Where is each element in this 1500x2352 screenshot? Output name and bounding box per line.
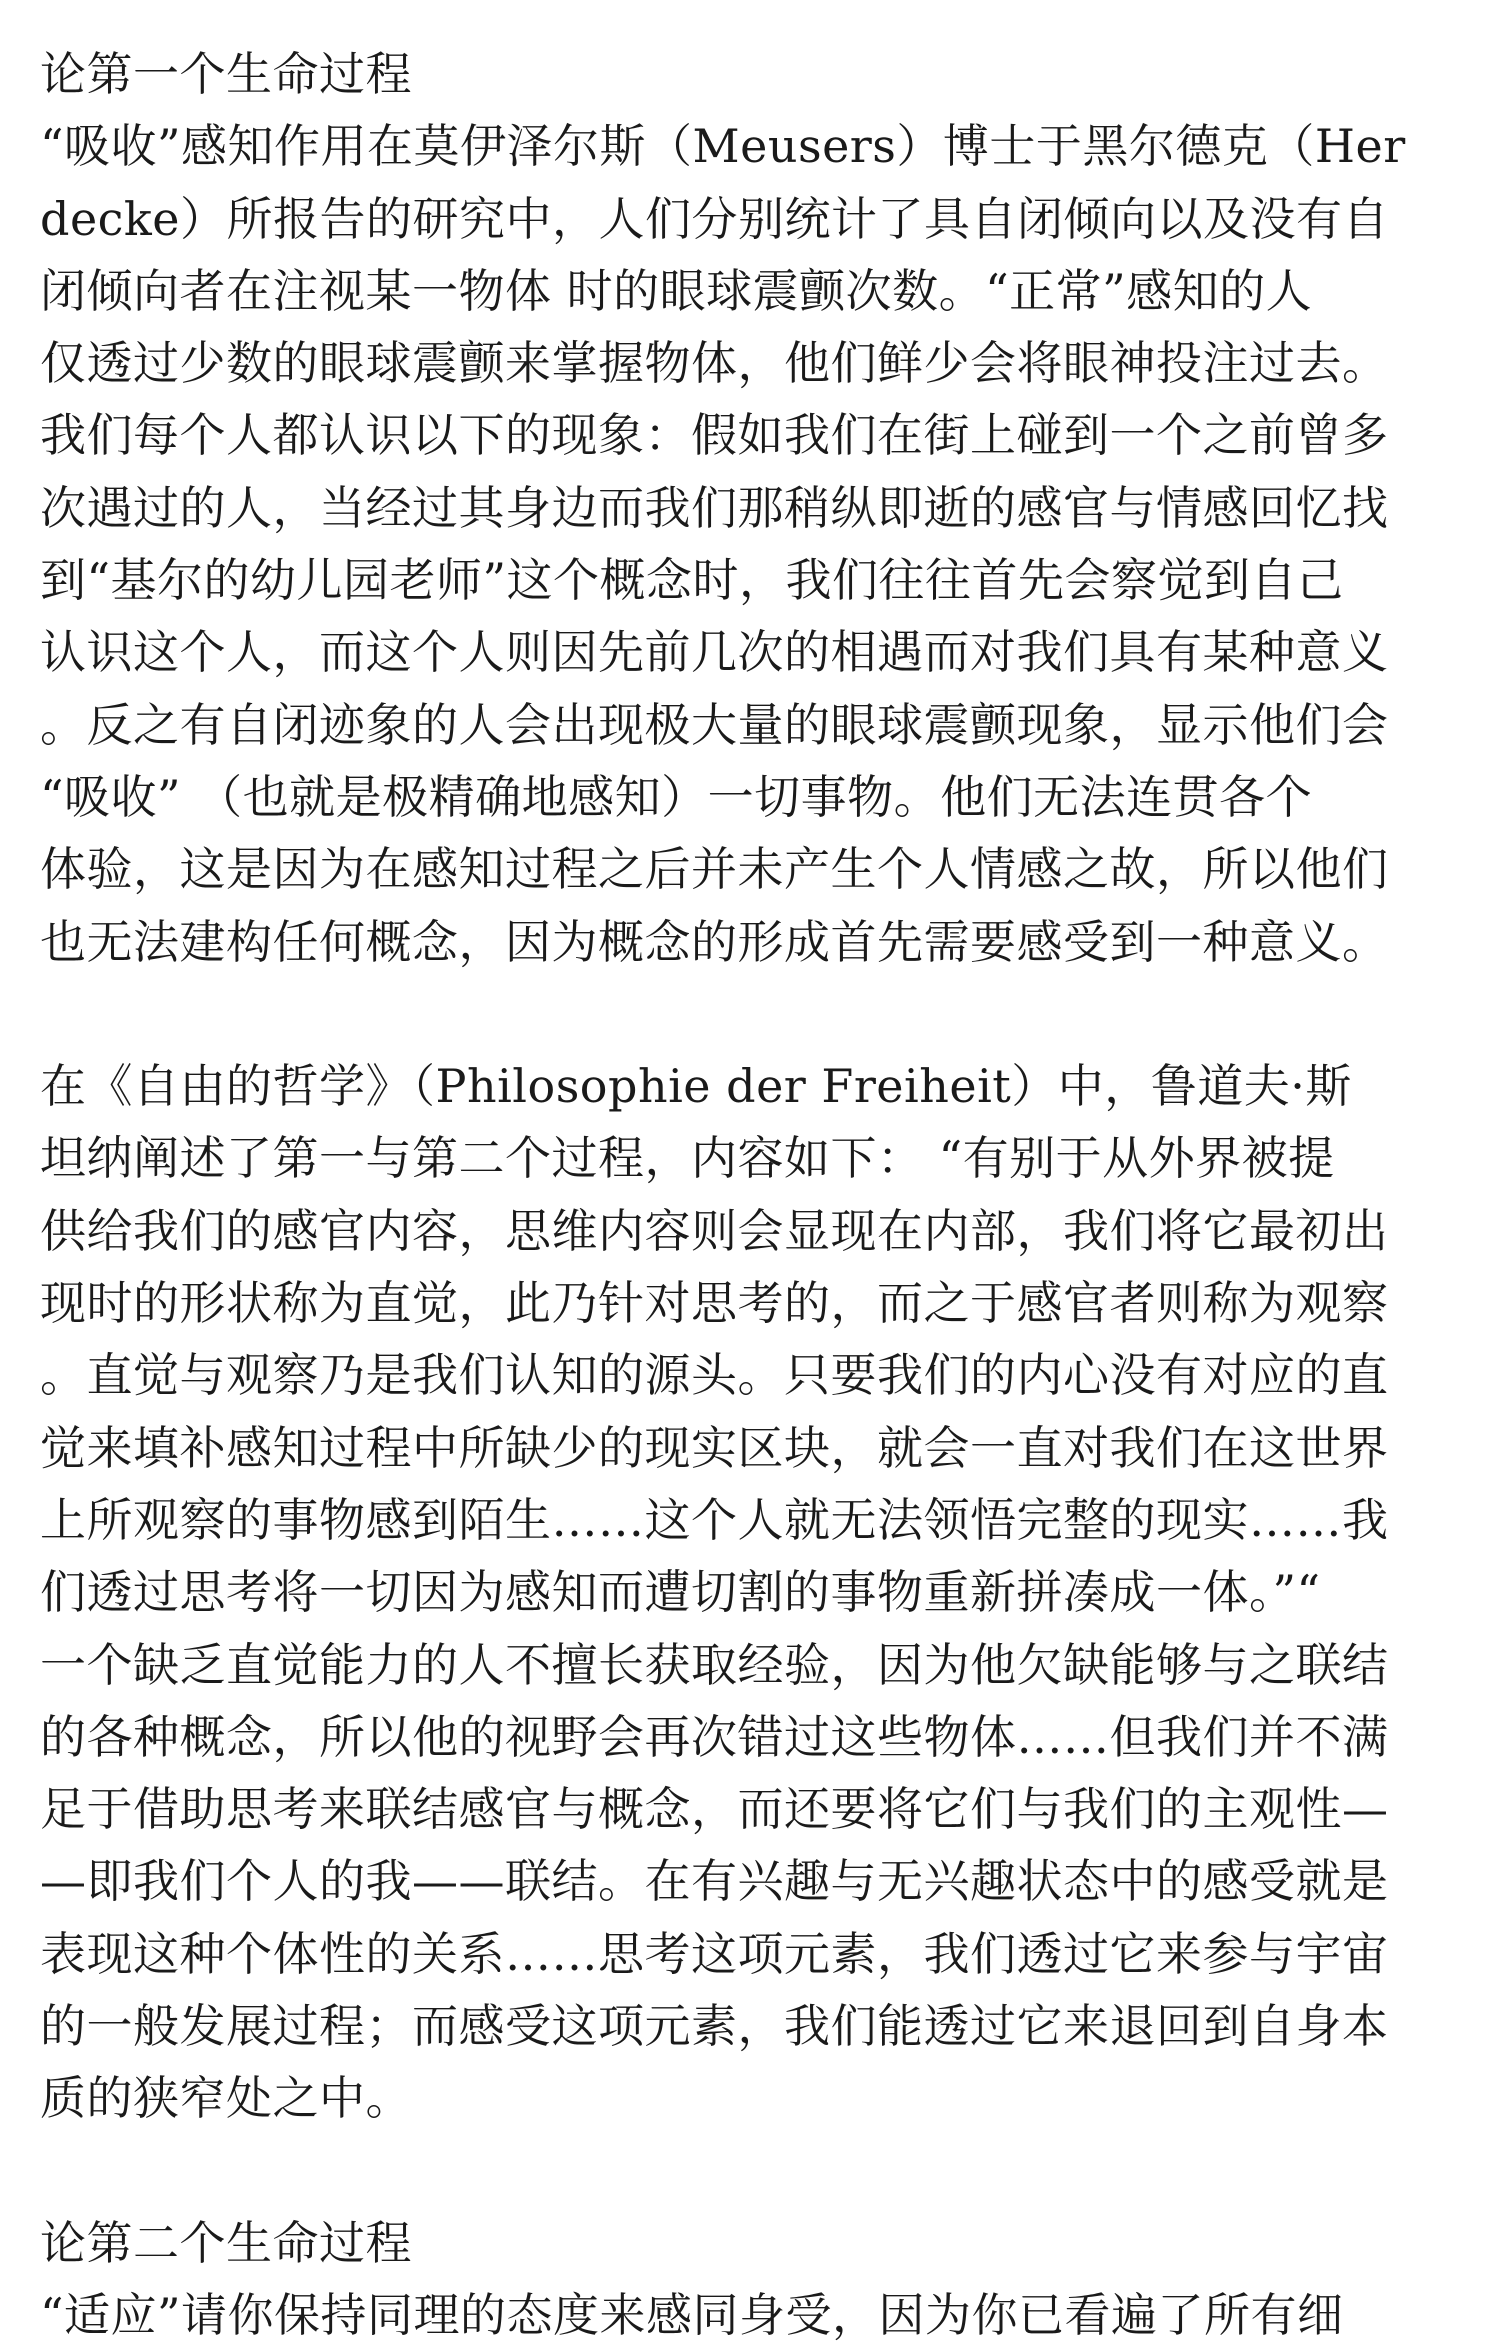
text-line: “吸收” （也就是极精确地感知）一切事物。他们无法连贯各个 — [40, 769, 1313, 824]
text-line: decke）所报告的研究中，人们分别统计了具自闭倾向以及没有自 — [40, 191, 1390, 246]
text-line: 们透过思考将一切因为感知而遭切割的事物重新拼凑成一体。”“ — [40, 1565, 1321, 1620]
text-line: 体验，这是因为在感知过程之后并未产生个人情感之故，所以他们 — [40, 842, 1389, 897]
text-line: 。直觉与观察乃是我们认知的源头。只要我们的内心没有对应的直 — [40, 1348, 1389, 1403]
text-line: 我们每个人都认识以下的现象：假如我们在街上碰到一个之前曾多 — [40, 408, 1389, 463]
paragraph-spacer — [40, 978, 1450, 1050]
text-line: 认识这个人，而这个人则因先前几次的相遇而对我们具有某种意义 — [40, 625, 1389, 680]
text-line: 也无法建构任何概念，因为概念的形成首先需要感受到一种意义。 — [40, 914, 1389, 969]
text-line: 表现这种个体性的关系……思考这项元素，我们透过它来参与宇宙 — [40, 1926, 1389, 1981]
text-line: 觉来填补感知过程中所缺少的现实区块，就会一直对我们在这世界 — [40, 1420, 1389, 1475]
text-line: 次遇过的人，当经过其身边而我们那稍纵即逝的感官与情感回忆找 — [40, 480, 1389, 535]
section-2 — [40, 1050, 1450, 2134]
text-line: “吸收”感知作用在莫伊泽尔斯（Meusers）博士于黑尔德克（Her — [40, 119, 1406, 174]
text-line: 坦纳阐述了第一与第二个过程，内容如下： “有别于从外界被提 — [40, 1131, 1335, 1186]
text-line: 的各种概念，所以他的视野会再次错过这些物体……但我们并不满 — [40, 1709, 1389, 1764]
text-line: 质的狭窄处之中。 — [40, 2071, 412, 2126]
text-line: 。反之有自闭迹象的人会出现极大量的眼球震颤现象，显示他们会 — [40, 697, 1389, 752]
text-line: 的一般发展过程；而感受这项元素，我们能透过它来退回到自身本 — [40, 1999, 1389, 2054]
text-line: 足于借助思考来联结感官与概念，而还要将它们与我们的主观性— — [40, 1782, 1389, 1837]
text-line: 现时的形状称为直觉，此乃针对思考的，而之于感官者则称为观察 — [40, 1276, 1389, 1331]
text-line: “适应”请你保持同理的态度来感同身受，因为你已看遍了所有细 — [40, 2288, 1344, 2343]
section-3 — [40, 2207, 1450, 2352]
text-line: 到“基尔的幼儿园老师”这个概念时，我们往往首先会察觉到自己 — [40, 553, 1344, 608]
text-line: 仅透过少数的眼球震颤来掌握物体，他们鲜少会将眼神投注过去。 — [40, 336, 1389, 391]
text-line: 闭倾向者在注视某一物体 时的眼球震颤次数。“正常”感知的人 — [40, 263, 1313, 318]
text-line: 供给我们的感官内容，思维内容则会显现在内部，我们将它最初出 — [40, 1203, 1389, 1258]
paragraph-spacer — [40, 2135, 1450, 2207]
document-page — [40, 38, 1450, 2352]
text-line: 一个缺乏直觉能力的人不擅长获取经验，因为他欠缺能够与之联结 — [40, 1637, 1389, 1692]
section-1 — [40, 38, 1450, 978]
text-line: 在《自由的哲学》（Philosophie der Freiheit）中，鲁道夫·斯 — [40, 1059, 1352, 1114]
section-heading: 论第二个生命过程 — [40, 2215, 412, 2270]
text-line: —即我们个人的我——联结。在有兴趣与无兴趣状态中的感受就是 — [40, 1854, 1389, 1909]
text-line: 上所观察的事物感到陌生……这个人就无法领悟完整的现实……我 — [40, 1492, 1389, 1547]
section-heading: 论第一个生命过程 — [40, 47, 412, 101]
